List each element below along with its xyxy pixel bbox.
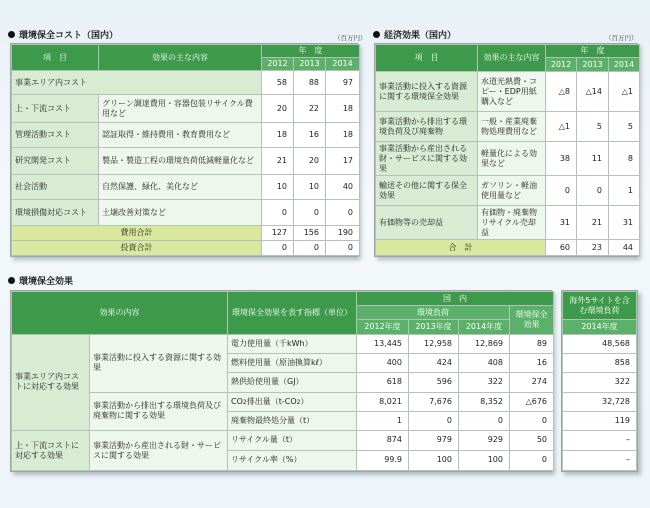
cell-value: 100 [459, 450, 510, 470]
cell-value: 31 [609, 206, 640, 240]
effect-header-load: 環境負荷 [357, 306, 510, 320]
cell-value: 322 [563, 373, 637, 392]
cell-value: 18 [262, 122, 294, 147]
row-item: 研究開発コスト [12, 147, 99, 174]
cell-value: 0 [326, 240, 360, 255]
row-content: 自然保護、緑化、美化など [99, 175, 262, 200]
cell-value: 60 [546, 240, 577, 256]
row-item: 事業エリア内コスト [12, 71, 262, 95]
cost-year-2013: 2013 [294, 58, 326, 71]
indicator: 熱供給使用量（GJ） [228, 373, 357, 392]
cell-value: 8,021 [357, 392, 409, 411]
total-label: 合 計 [376, 240, 546, 256]
cost-header-content: 効果の主な内容 [99, 45, 262, 71]
cell-value: 44 [609, 240, 640, 256]
effect-year-2014: 2014年度 [459, 320, 510, 334]
cell-value: 190 [326, 225, 360, 240]
table-row [376, 142, 640, 176]
effect-header-domestic: 国 内 [357, 292, 554, 306]
cell-value: – [563, 450, 637, 470]
table-row [12, 95, 360, 122]
cell-value: 0 [510, 411, 554, 430]
indicator: 燃料使用量（原油換算kℓ） [228, 354, 357, 373]
cell-value: 32,728 [563, 392, 637, 411]
econ-header-content: 効果の主な内容 [478, 45, 546, 72]
row-item: 事業活動に投入する資源に関する環境保全効果 [376, 71, 478, 111]
cell-value: 18 [326, 95, 360, 122]
cell-value: 874 [357, 431, 409, 450]
cell-value: 424 [409, 354, 459, 373]
cell-value: 16 [510, 354, 554, 373]
overseas-year: 2014年度 [563, 320, 637, 334]
group-label: 事業エリア内コストに対応する効果 [12, 334, 90, 431]
cell-value: 119 [563, 411, 637, 430]
effect-table-panel [10, 290, 552, 472]
row-content: 製品・製造工程の環境負荷低減軽量化など [99, 147, 262, 174]
cell-value: 322 [459, 373, 510, 392]
cell-value: 88 [294, 71, 326, 95]
table-row [12, 175, 360, 200]
econ-table [375, 44, 640, 256]
effect-year-2013: 2013年度 [409, 320, 459, 334]
cell-value: 408 [459, 354, 510, 373]
table-row [12, 147, 360, 174]
cell-value: 0 [409, 411, 459, 430]
cell-value: – [563, 431, 637, 450]
table-row [376, 206, 640, 240]
cell-value: 40 [326, 175, 360, 200]
cost-year-2014: 2014 [326, 58, 360, 71]
effect-table [11, 291, 554, 471]
row-content: 軽量化による効果など [478, 142, 546, 176]
table-row [563, 450, 637, 470]
bullet-icon [373, 31, 380, 38]
cell-value: 274 [510, 373, 554, 392]
indicator: リサイクル率（%） [228, 450, 357, 470]
cell-value: 21 [262, 147, 294, 174]
effect-section-title: 環境保全効果 [8, 274, 73, 287]
effect-year-2012: 2012年度 [357, 320, 409, 334]
cost-header-item: 項 目 [12, 45, 99, 71]
overseas-header: 海外5サイトを含む環境負荷 [563, 292, 637, 320]
cell-value: 0 [577, 176, 609, 206]
total-label: 投資合計 [12, 240, 262, 255]
cell-value: 31 [546, 206, 577, 240]
bullet-icon [8, 277, 15, 284]
cell-value: 21 [577, 206, 609, 240]
overseas-table [562, 291, 637, 471]
cell-value: △14 [577, 71, 609, 111]
table-row [563, 392, 637, 411]
table-row [376, 112, 640, 142]
cell-value: 929 [459, 431, 510, 450]
cell-value: 0 [459, 411, 510, 430]
cell-value: 5 [577, 112, 609, 142]
cell-value: 23 [577, 240, 609, 256]
cell-value: 979 [409, 431, 459, 450]
indicator: リサイクル量（t） [228, 431, 357, 450]
table-row [12, 431, 554, 450]
table-row [563, 373, 637, 392]
cell-value: △8 [546, 71, 577, 111]
cell-value: 89 [510, 334, 554, 353]
effect-header-content: 効果の内容 [12, 292, 228, 335]
cell-value: 8,352 [459, 392, 510, 411]
econ-header-item: 項 目 [376, 45, 478, 72]
table-row [563, 411, 637, 430]
group-label: 上・下流コストに対応する効果 [12, 431, 90, 471]
effect-header-effect: 環境保全効果 [510, 306, 554, 334]
row-item: 上・下流コスト [12, 95, 99, 122]
econ-year-2012: 2012 [546, 58, 577, 71]
row-item: 管理活動コスト [12, 122, 99, 147]
cell-value: 10 [262, 175, 294, 200]
cost-unit: （百万円） [334, 34, 367, 42]
cost-table-panel [10, 43, 358, 257]
row-content: 一般・産業廃棄物処理費用など [478, 112, 546, 142]
cell-value: 858 [563, 354, 637, 373]
econ-year-2013: 2013 [577, 58, 609, 71]
cell-value: 20 [262, 95, 294, 122]
row-item: 環境損傷対応コスト [12, 200, 99, 225]
row-item: 輸送その他に関する保全効果 [376, 176, 478, 206]
cell-value: 156 [294, 225, 326, 240]
cell-value: 7,676 [409, 392, 459, 411]
table-row [12, 200, 360, 225]
cell-value: 1 [609, 176, 640, 206]
table-row [563, 354, 637, 373]
cell-value: 127 [262, 225, 294, 240]
cell-value: 38 [546, 142, 577, 176]
cell-value: 10 [294, 175, 326, 200]
row-content: 有価物・廃棄物リサイクル売却益 [478, 206, 546, 240]
cell-value: 1 [357, 411, 409, 430]
cell-value: 48,568 [563, 334, 637, 353]
indicator: 廃棄物最終処分量（t） [228, 411, 357, 430]
effect-header-indicator: 環境保全効果を表す指標（単位） [228, 292, 357, 335]
cell-value: 97 [326, 71, 360, 95]
total-row [376, 240, 640, 256]
cell-value: 0 [546, 176, 577, 206]
subgroup-label: 事業活動に投入する資源に関する効果 [90, 334, 228, 392]
cell-value: 100 [409, 450, 459, 470]
total-row [12, 240, 360, 255]
row-content: 土壌改善対策など [99, 200, 262, 225]
cell-value: 58 [262, 71, 294, 95]
cell-value: 20 [294, 147, 326, 174]
bullet-icon [8, 31, 15, 38]
cell-value: 618 [357, 373, 409, 392]
cell-value: 400 [357, 354, 409, 373]
row-content: 認証取得・維持費用・教育費用など [99, 122, 262, 147]
cell-value: 596 [409, 373, 459, 392]
cell-value: 50 [510, 431, 554, 450]
econ-header-year: 年 度 [546, 45, 640, 58]
total-label: 費用合計 [12, 225, 262, 240]
table-row [12, 122, 360, 147]
total-row [12, 225, 360, 240]
cell-value: 18 [326, 122, 360, 147]
econ-unit: （百万円） [605, 34, 638, 42]
table-row [12, 334, 554, 353]
indicator: CO2排出量（t-CO2） [228, 392, 357, 411]
row-content: グリーン調達費用・容器包装リサイクル費用など [99, 95, 262, 122]
cell-value: 12,869 [459, 334, 510, 353]
cell-value: 99.9 [357, 450, 409, 470]
row-content: 水道光熱費・コピー・EDP用紙購入など [478, 71, 546, 111]
cell-value: 0 [510, 450, 554, 470]
econ-year-2014: 2014 [609, 58, 640, 71]
econ-section-title: 経済効果（国内） [373, 28, 456, 41]
cell-value: 0 [294, 240, 326, 255]
cell-value: 0 [294, 200, 326, 225]
subgroup-label: 事業活動から排出する環境負荷及び廃棄物に関する効果 [90, 392, 228, 431]
row-item: 有価物等の売却益 [376, 206, 478, 240]
cost-year-2012: 2012 [262, 58, 294, 71]
econ-table-panel [374, 43, 638, 257]
table-row [563, 334, 637, 353]
table-row [563, 431, 637, 450]
table-row [12, 392, 554, 411]
cell-value: 0 [262, 240, 294, 255]
table-row [376, 71, 640, 111]
subgroup-label: 事業活動から産出される財・サービスに関する効果 [90, 431, 228, 471]
cell-value: 22 [294, 95, 326, 122]
cell-value: △1 [546, 112, 577, 142]
cost-header-year: 年 度 [262, 45, 360, 58]
row-item: 事業活動から産出される財・サービスに関する効果 [376, 142, 478, 176]
row-item: 事業活動から排出する環境負荷及び廃棄物 [376, 112, 478, 142]
cell-value: 17 [326, 147, 360, 174]
table-row [12, 71, 360, 95]
cell-value: 8 [609, 142, 640, 176]
cell-value: 0 [326, 200, 360, 225]
overseas-table-panel [561, 290, 638, 472]
cell-value: 0 [262, 200, 294, 225]
cell-value: 5 [609, 112, 640, 142]
cost-section-title: 環境保全コスト（国内） [8, 28, 118, 41]
table-row [376, 176, 640, 206]
row-content: ガソリン・軽油使用量など [478, 176, 546, 206]
cell-value: 11 [577, 142, 609, 176]
cell-value: 16 [294, 122, 326, 147]
indicator: 電力使用量（千kWh） [228, 334, 357, 353]
cost-table [11, 44, 360, 256]
row-item: 社会活動 [12, 175, 99, 200]
cell-value: △1 [609, 71, 640, 111]
cell-value: △676 [510, 392, 554, 411]
cell-value: 12,958 [409, 334, 459, 353]
cell-value: 13,445 [357, 334, 409, 353]
